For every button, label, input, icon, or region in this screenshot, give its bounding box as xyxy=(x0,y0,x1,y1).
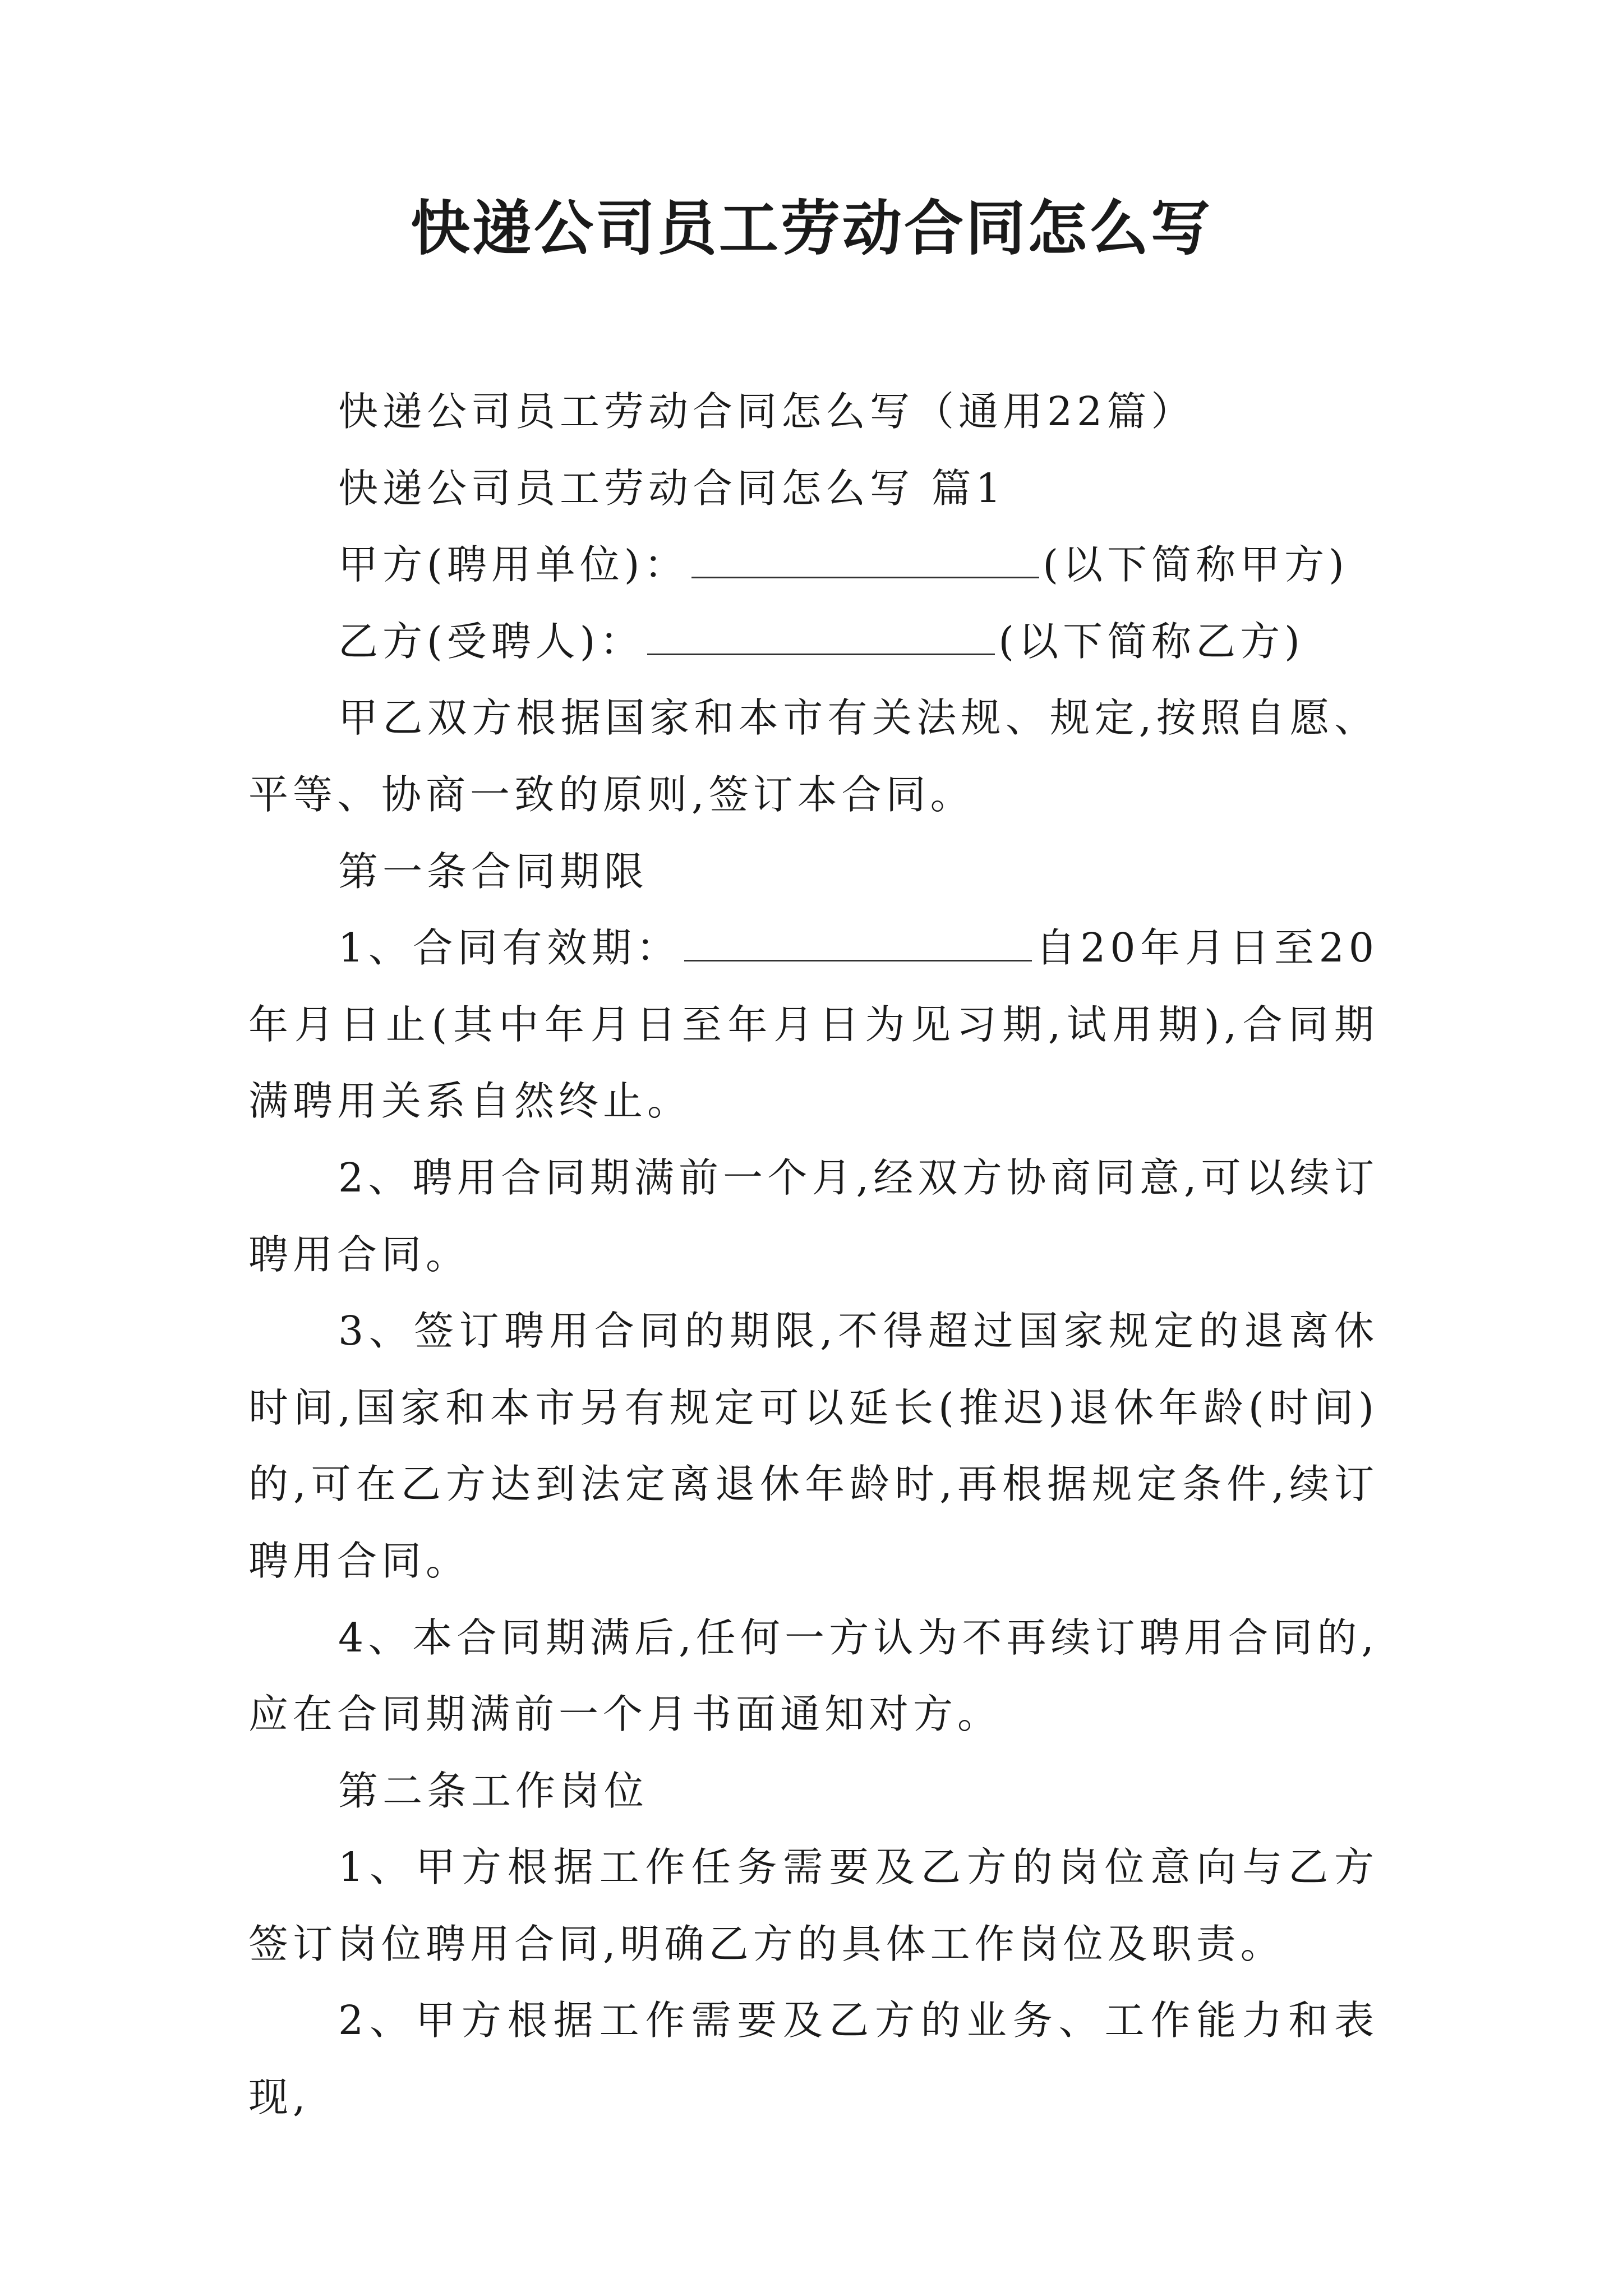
party-b-label: 乙方(受聘人)： xyxy=(338,618,644,665)
document-title: 快递公司员工劳动合同怎么写 xyxy=(411,194,1212,263)
article1-item1-suffix: 自20年月日至20年月日止(其中年月日至年月日为见习期,试用期),合同期满聘用关系自然终止。 xyxy=(248,924,1378,1125)
party-a-line xyxy=(248,527,1378,604)
article1-item1 xyxy=(248,910,1378,1140)
party-a-label: 甲方(聘用单位)： xyxy=(338,541,689,588)
contract-term-blank xyxy=(684,926,1032,961)
party-b-line xyxy=(248,604,1378,680)
party-b-blank xyxy=(647,620,995,655)
intro-paragraph: 甲乙双方根据国家和本市有关法规、规定,按照自愿、平等、协商一致的原则,签订本合同。 xyxy=(248,694,1378,818)
chapter-heading: 快递公司员工劳动合同怎么写 篇1 xyxy=(338,464,1006,512)
article1-item2: 2、聘用合同期满前一个月,经双方协商同意,可以续订聘用合同。 xyxy=(248,1154,1378,1278)
article1-item4: 4、本合同期满后,任何一方认为不再续订聘用合同的,应在合同期满前一个月书面通知对方。 xyxy=(248,1614,1378,1738)
party-a-blank xyxy=(691,543,1039,578)
article2-item1: 1、甲方根据工作任务需要及乙方的岗位意向与乙方签订岗位聘用合同,明确乙方的具体工作岗位及职责。 xyxy=(248,1844,1378,1967)
article2-item2: 2、甲方根据工作需要及乙方的业务、工作能力和表现, xyxy=(248,1997,1378,2121)
document-subtitle: 快递公司员工劳动合同怎么写（通用22篇） xyxy=(338,388,1196,435)
document-body xyxy=(248,374,1378,2136)
party-a-suffix: (以下简称甲方) xyxy=(1043,541,1349,588)
party-b-suffix: (以下简称乙方) xyxy=(998,618,1304,665)
article1-item1-prefix: 1、合同有效期： xyxy=(338,924,681,972)
article1-heading: 第一条合同期限 xyxy=(338,848,649,895)
article1-item3: 3、签订聘用合同的期限,不得超过国家规定的退离休时间,国家和本市另有规定可以延长(推迟)退休年龄(时间)的,可在乙方达到法定离退休年龄时,再根据规定条件,续订聘用合同。 xyxy=(248,1308,1378,1584)
article2-heading: 第二条工作岗位 xyxy=(338,1767,649,1814)
